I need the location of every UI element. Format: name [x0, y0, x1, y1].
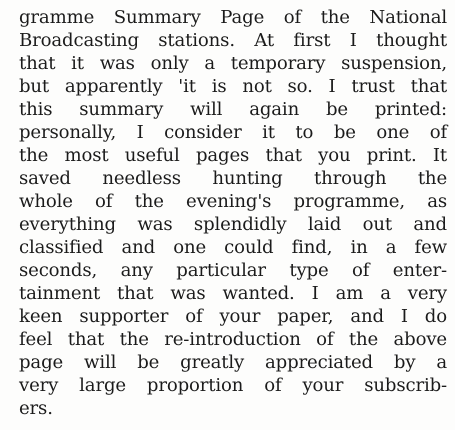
text-line: whole of the evening's programme, as: [19, 191, 447, 212]
text-line: ers.: [19, 398, 53, 419]
text-line: the most useful pages that you print. It: [19, 145, 447, 166]
text-line: saved needless hunting through the: [19, 168, 447, 189]
text-line: everything was splendidly laid out and: [19, 214, 447, 235]
text-line: classified and one could find, in a few: [19, 237, 447, 258]
letter-body: [19, 6, 447, 420]
text-line: personally, I consider it to be one of: [19, 122, 447, 143]
text-line: keen supporter of your paper, and I do: [19, 306, 447, 327]
text-line: seconds, any particular type of enter-: [19, 260, 447, 281]
text-line: tainment that was wanted. I am a very: [19, 283, 447, 304]
text-line: gramme Summary Page of the National: [19, 7, 447, 28]
text-line: this summary will again be printed:: [19, 99, 447, 120]
text-line: page will be greatly appreciated by a: [19, 352, 447, 373]
text-line: Broadcasting stations. At first I thought: [19, 30, 447, 51]
text-line: that it was only a temporary suspension,: [19, 53, 447, 74]
text-line: but apparently 'it is not so. I trust that: [19, 76, 447, 97]
text-line: feel that the re-introduction of the above: [19, 329, 447, 350]
text-line: very large proportion of your subscrib-: [19, 375, 447, 396]
